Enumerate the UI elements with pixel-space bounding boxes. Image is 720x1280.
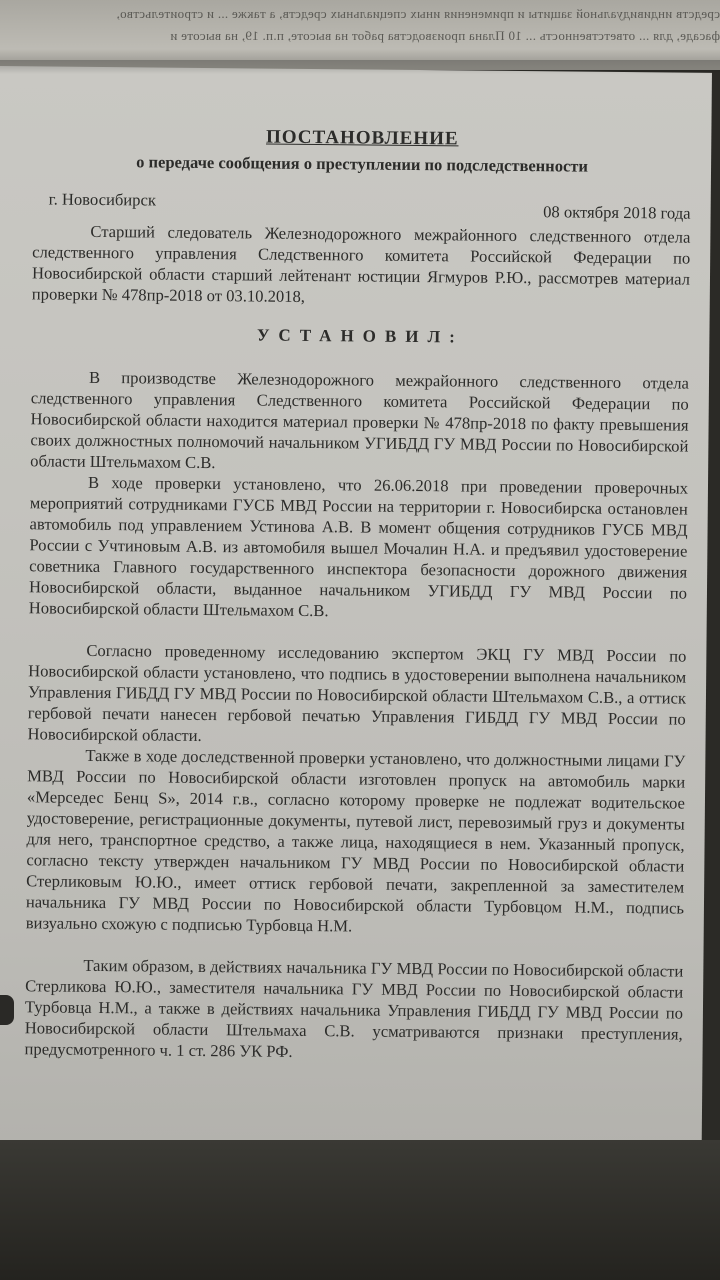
body-paragraph-4: Также в ходе доследственной проверки установлено, что должностными лицами ГУ МВД России по Новосибирской области изготовлен пропуск на автомобиль марки «Мерседес Бенц S», 2014 г.в., согласно которому проверке не подлежат водительское удостоверение, регистрационные документы, путевой лист, перевозимый груз и документы для него, транспортное средство, а также лица, находящиеся в нем. Указанный пропуск, согласно тексту утвержден начальником ГУ МВД России по Новосибирской области Стерликовым Ю.Ю., имеет оттиск гербовой печати, закрепленной за заместителем начальника ГУ МВД России по Новосибирской области Турбовцом Н.М., подпись визуально схожую с подписью Турбовца Н.М. [25, 745, 686, 936]
binder-hole [0, 995, 14, 1025]
body-paragraph-5: Таким образом, в действиях начальника ГУ МВД России по Новосибирской области Стерликова Ю.Ю., заместителя начальника ГУ МВД России по Новосибирской области Турбовца Н.М., а также в действиях начальника Управления ГИБДД ГУ МВД России по Новосибирской области Штельмаха С.В. усматриваются признаки преступления, предусмотренного ч. 1 ст. 286 УК РФ. [24, 955, 684, 1061]
document-title: ПОСТАНОВЛЕНИЕ [265, 126, 459, 150]
intro-paragraph: Старший следователь Железнодорожного межрайонного следственного отдела следственного управления Следственного комитета Российской Федерации по Новосибирской области старший лейтенант юстиции Ягмуров Р.Ю., рассмотрев материал проверки № 478пр-2018 от 03.10.2018, [31, 221, 691, 306]
bleed-line-1: средств индивидуальной защиты и применения иных специальных средств, а также ... и строительство, [116, 6, 720, 21]
bleed-line-2: фасаде, для ... ответственность ... 10 Плана производства работ на высоте, п.п. 19, на высоте и [170, 28, 720, 43]
dark-background [0, 1140, 720, 1280]
body-paragraph-1: В производстве Железнодорожного межрайонного следственного отдела следственного управления Следственного комитета Российской Федерации по Новосибирской области находится материал проверки № 478пр-2018 по факту превышения своих должностных полномочий начальником УГИБДД ГУ МВД России по Новосибирской области Штельмахом С.В. [30, 367, 690, 473]
document-page [0, 66, 712, 1147]
document-subtitle: о передаче сообщения о преступлении по подследственности [136, 152, 589, 176]
page-edge-shadow [0, 60, 720, 74]
document-city: г. Новосибирск [48, 189, 157, 210]
document-date: 08 октября 2018 года [543, 202, 691, 223]
body-paragraph-3: Согласно проведенному исследованию экспертом ЭКЦ ГУ МВД России по Новосибирской области установлено, что подпись в удостоверении выполнена начальником Управления ГИБДД ГУ МВД России по Новосибирской области Штельмахом С.В., а оттиск гербовой печати нанесен гербовой печатью Управления ГИБДД ГУ МВД России по Новосибирской области. [27, 640, 687, 745]
body-paragraph-2: В ходе проверки установлено, что 26.06.2018 при проведении проверочных мероприятий сотрудниками ГУСБ МВД России на территории г. Новосибирска остановлен автомобиль под управлением Устинова А.В. В момент общения сотрудников ГУСБ МВД России с Учтиновым А.В. из автомобиля вышел Мочалин Н.А. и предъявил удостоверение советника Главного государственного инспектора безопасности дорожного движения Новосибирской области, выданное начальником УГИБДД ГУ МВД России по Новосибирской области Штельмахом С.В. [28, 472, 689, 621]
section-heading-ustanovil: УСТАНОВИЛ: [256, 325, 464, 347]
